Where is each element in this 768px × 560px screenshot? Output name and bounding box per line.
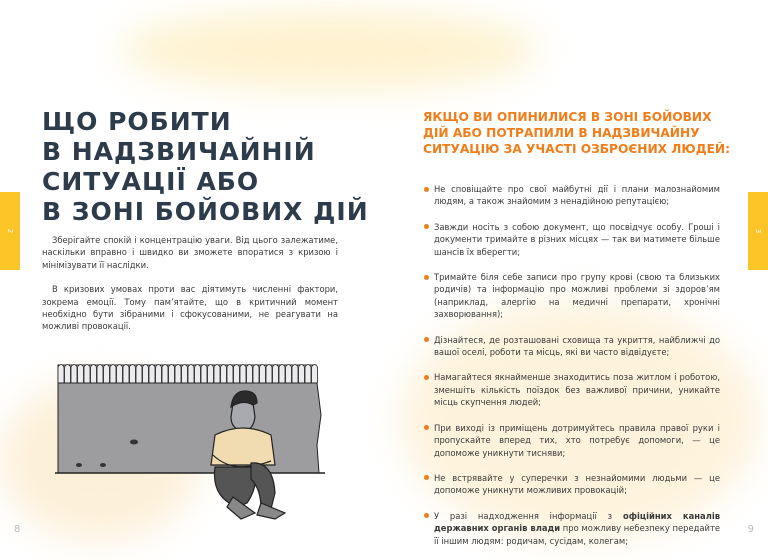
fence-picket xyxy=(286,365,292,384)
paragraph: В кризових умовах проти вас діятимуть численні фактори, зокрема емоції. Тому пам’ятайте, що в критичний момент необхідно бути зібраними і сфокусованими, не реагувати на можливі провокації. xyxy=(42,284,338,332)
fence-picket xyxy=(240,365,246,384)
text: У разі надходження інформації з xyxy=(434,510,623,521)
fence-picket xyxy=(156,365,162,384)
fence-picket xyxy=(65,365,71,384)
fence-picket xyxy=(214,365,220,384)
fence-picket xyxy=(130,365,136,384)
fence-picket xyxy=(182,365,188,384)
fence-picket xyxy=(175,365,181,384)
fence-picket xyxy=(260,365,266,384)
list-item: Тримайте біля себе записи про групу крові (свою та близьких родичів) та інформацію про можливі проблеми зі здоров’ям (наприклад, алергію на медичні препарати, хронічні захворювання); xyxy=(424,271,720,321)
fence-picket xyxy=(312,365,318,384)
section-tab-right xyxy=(748,192,768,270)
fence-picket xyxy=(227,365,233,384)
fence-picket xyxy=(195,365,201,384)
fence-picket xyxy=(104,365,110,384)
fence-picket xyxy=(266,365,272,384)
fence-picket xyxy=(84,365,90,384)
fence-picket xyxy=(247,365,253,384)
fence-picket xyxy=(188,365,194,384)
title-line: В НАДЗВИЧАЙНІЙ xyxy=(42,137,316,166)
fence-picket xyxy=(253,365,259,384)
list-item: Завжди носіть з собою документ, що посвідчує особу. Гроші і документи тримайте в різних місцях — так ви матимете більше шансів їх вберегти; xyxy=(424,221,720,258)
fence-picket xyxy=(91,365,97,384)
list-item: Намагайтеся якнайменше знаходитись поза житлом і роботою, зменшіть кількість поїздок без важливої причини, уникайте місць скупчення людей; xyxy=(424,371,720,408)
tab-number: 2 xyxy=(6,228,14,234)
fence-picket xyxy=(299,365,305,384)
fence-picket xyxy=(136,365,142,384)
title-line: ЩО РОБИТИ xyxy=(42,107,232,136)
page-number-right: 9 xyxy=(747,524,754,535)
fence-picket xyxy=(117,365,123,384)
fence-picket xyxy=(78,365,84,384)
fence-picket xyxy=(279,365,285,384)
fence-picket xyxy=(201,365,207,384)
fence-picket xyxy=(208,365,214,384)
fence-picket xyxy=(162,365,168,384)
fence-picket xyxy=(305,365,311,384)
list-item: Не сповіщайте про свої майбутні дії і плани малознайомим людям, а також знайомим з ненадійною репутацією; xyxy=(424,183,720,208)
intro-text xyxy=(42,234,338,345)
list-item: Дізнайтеся, де розташовані сховища та укриття, найближчі до вашої оселі, роботи та місць, які ви часто відвідуєте; xyxy=(424,334,720,359)
fence-picket xyxy=(71,365,77,384)
illustration-man-by-wall xyxy=(55,355,330,520)
fence-picket xyxy=(123,365,129,384)
fence-picket xyxy=(97,365,103,384)
background-wash xyxy=(120,10,540,90)
page-number-left: 8 xyxy=(14,524,21,535)
list-item: Не встрявайте у суперечки з незнайомими людьми — це допоможе уникнути можливих провокацій; xyxy=(424,472,720,497)
section-tab-left xyxy=(0,192,20,270)
text: про можливу небезпеку передайте її іншим людям: родичам, сусідам, колегам; xyxy=(434,523,720,546)
fence-picket xyxy=(143,365,149,384)
tab-number: 3 xyxy=(754,228,762,234)
fence-picket xyxy=(110,365,116,384)
fence-picket xyxy=(273,365,279,384)
title-line: В ЗОНІ БОЙОВИХ ДІЙ xyxy=(42,197,369,226)
bold-text: офіційних каналів державних органів влади xyxy=(434,510,721,534)
fence-picket xyxy=(221,365,227,384)
list-item: При виході із приміщень дотримуйтесь правила правої руки і пропускайте вперед тих, хто потребує допомоги, — це допоможе уникнути тисняви; xyxy=(424,422,720,459)
list-item xyxy=(424,510,720,547)
fence-picket xyxy=(58,365,64,384)
fence-picket xyxy=(292,365,298,384)
fence-picket xyxy=(234,365,240,384)
title-line: СИТУАЦІЇ АБО xyxy=(42,167,260,196)
fence-picket xyxy=(149,365,155,384)
advice-list xyxy=(424,183,720,560)
section-heading: ЯКЩО ВИ ОПИНИЛИСЯ В ЗОНІ БОЙОВИХ ДІЙ АБО ПОТРАПИЛИ В НАДЗВИЧАЙНУ СИТУАЦІЮ ЗА УЧАСТІ ОЗБРОЄНИХ ЛЮДЕЙ: xyxy=(423,110,730,156)
fence-picket xyxy=(169,365,175,384)
page-title xyxy=(42,107,369,227)
paragraph: Зберігайте спокій і концентрацію уваги. Від цього залежатиме, наскільки вправно і швидко ви зможете впоратися з кризою і мінімізувати її наслідки. xyxy=(42,235,338,270)
